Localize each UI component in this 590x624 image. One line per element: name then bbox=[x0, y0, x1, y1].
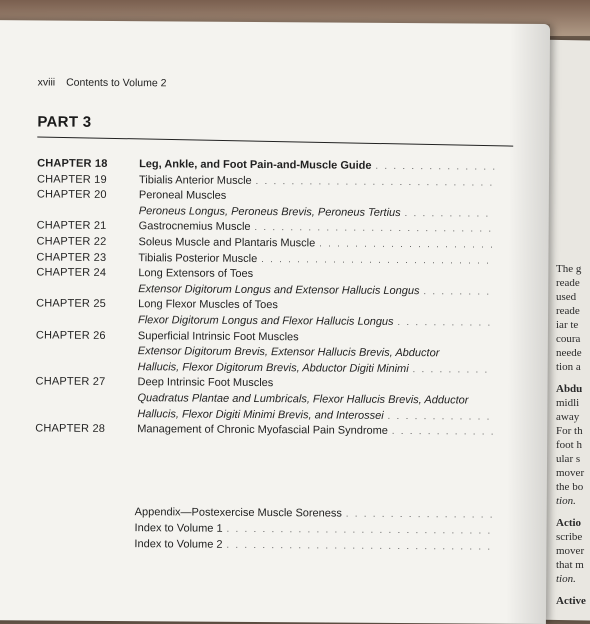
facing-page-line bbox=[556, 374, 590, 382]
facing-page-line: For th bbox=[556, 424, 590, 438]
appendix-title: Appendix—Postexercise Muscle Soreness bbox=[135, 504, 342, 521]
facing-page-line: coura bbox=[556, 332, 590, 346]
facing-page-line: Abdu bbox=[556, 382, 590, 396]
chapter-title-text: Gastrocnemius Muscle bbox=[139, 219, 251, 236]
leader-dots bbox=[405, 205, 495, 222]
chapter-title-text: Tibialis Anterior Muscle bbox=[139, 172, 252, 189]
chapter-label: CHAPTER 25 bbox=[36, 296, 136, 313]
facing-page-line: mover bbox=[556, 466, 590, 480]
facing-page-line: ular s bbox=[556, 452, 590, 466]
facing-page-line: foot h bbox=[556, 438, 590, 452]
chapter-title-text: Peroneal Muscles bbox=[139, 187, 227, 204]
facing-page-line bbox=[556, 586, 590, 594]
running-head bbox=[38, 76, 167, 89]
facing-page-line: scribe bbox=[556, 530, 590, 544]
facing-page-line: away bbox=[556, 410, 590, 424]
chapter-label: CHAPTER 23 bbox=[36, 249, 136, 266]
book-page bbox=[0, 20, 550, 624]
leader-dots bbox=[227, 521, 495, 539]
chapter-title-text: Hallucis, Flexor Digiti Minimi Brevis, and Interossei bbox=[137, 406, 383, 424]
chapter-label: CHAPTER 24 bbox=[36, 265, 136, 282]
facing-page-line: the bo bbox=[556, 480, 590, 494]
appendix-title: Index to Volume 2 bbox=[134, 536, 222, 553]
appendix-title: Index to Volume 1 bbox=[135, 520, 223, 537]
leader-dots bbox=[443, 345, 494, 361]
chapter-title-text: Flexor Digitorum Longus and Flexor Hallucis Longus bbox=[138, 312, 394, 330]
facing-page-line: neede bbox=[556, 346, 590, 360]
chapter-label: CHAPTER 26 bbox=[36, 327, 136, 344]
leader-dots bbox=[398, 314, 495, 331]
page-number: xviii bbox=[38, 76, 56, 88]
chapter-title-text: Extensor Digitorum Longus and Extensor Hallucis Longus bbox=[138, 281, 419, 299]
facing-page-line: reade bbox=[556, 276, 590, 290]
chapter-title-text: Extensor Digitorum Brevis, Extensor Hallucis Brevis, Abductor bbox=[138, 343, 440, 361]
table-of-contents bbox=[37, 155, 507, 158]
leader-dots bbox=[375, 158, 495, 175]
chapter-label: CHAPTER 22 bbox=[37, 233, 137, 250]
chapter-title-text: Long Extensors of Toes bbox=[138, 265, 253, 282]
chapter-title-text: Tibialis Posterior Muscle bbox=[138, 250, 257, 267]
chapter-title-text: Superficial Intrinsic Foot Muscles bbox=[138, 328, 299, 345]
chapter-title-text: Quadratus Plantae and Lumbricals, Flexor Hallucis Brevis, Adductor bbox=[137, 390, 468, 408]
chapter-title-text: Hallucis, Flexor Digitorum Brevis, Abductor Digiti Minimi bbox=[138, 359, 409, 377]
chapter-label: CHAPTER 21 bbox=[37, 218, 137, 235]
leader-dots bbox=[303, 329, 494, 346]
chapter-title-text: Management of Chronic Myofascial Pain Syndrome bbox=[137, 421, 388, 439]
leader-dots bbox=[388, 407, 494, 424]
chapter-label: CHAPTER 18 bbox=[37, 155, 137, 172]
facing-page-line: Actio bbox=[556, 516, 590, 530]
facing-page-line: midli bbox=[556, 396, 590, 410]
chapter-title-text: Peroneus Longus, Peroneus Brevis, Peroneus Tertius bbox=[139, 203, 401, 221]
leader-dots bbox=[392, 423, 493, 440]
chapter-label: CHAPTER 20 bbox=[37, 187, 137, 204]
facing-page-line: tion a bbox=[556, 360, 590, 374]
facing-page-line: that m bbox=[556, 558, 590, 572]
chapter-label: CHAPTER 28 bbox=[35, 421, 135, 438]
chapter-label: CHAPTER 19 bbox=[37, 171, 137, 188]
facing-page-line bbox=[556, 508, 590, 516]
leader-dots bbox=[226, 537, 494, 555]
running-head-title: Contents to Volume 2 bbox=[66, 77, 166, 90]
leader-dots bbox=[319, 235, 494, 252]
facing-page-line: Active bbox=[556, 594, 590, 608]
chapter-title-text: Soleus Muscle and Plantaris Muscle bbox=[138, 234, 315, 251]
chapter-title[interactable] bbox=[137, 421, 493, 439]
appendix-entry[interactable] bbox=[134, 536, 494, 555]
facing-page-line: tion. bbox=[556, 494, 590, 508]
leader-dots bbox=[472, 392, 493, 408]
part-title: PART 3 bbox=[37, 113, 91, 130]
facing-page-line: The g bbox=[556, 262, 590, 276]
leader-dots bbox=[423, 283, 494, 299]
leader-dots bbox=[413, 361, 494, 378]
facing-page-line: tion. bbox=[556, 572, 590, 586]
chapter-title-text: Long Flexor Muscles of Toes bbox=[138, 297, 278, 314]
facing-page-line: used bbox=[556, 290, 590, 304]
facing-page-text bbox=[556, 262, 590, 608]
chapter-title-text: Deep Intrinsic Foot Muscles bbox=[138, 375, 274, 392]
chapter-title-text: Leg, Ankle, and Foot Pain-and-Muscle Guide bbox=[139, 156, 372, 174]
facing-page-line: mover bbox=[556, 544, 590, 558]
facing-page-line: iar te bbox=[556, 318, 590, 332]
chapter-label: CHAPTER 27 bbox=[36, 374, 136, 391]
facing-page-line: reade bbox=[556, 304, 590, 318]
part-divider bbox=[37, 136, 513, 146]
toc-line bbox=[35, 421, 505, 440]
leader-dots bbox=[346, 506, 495, 523]
